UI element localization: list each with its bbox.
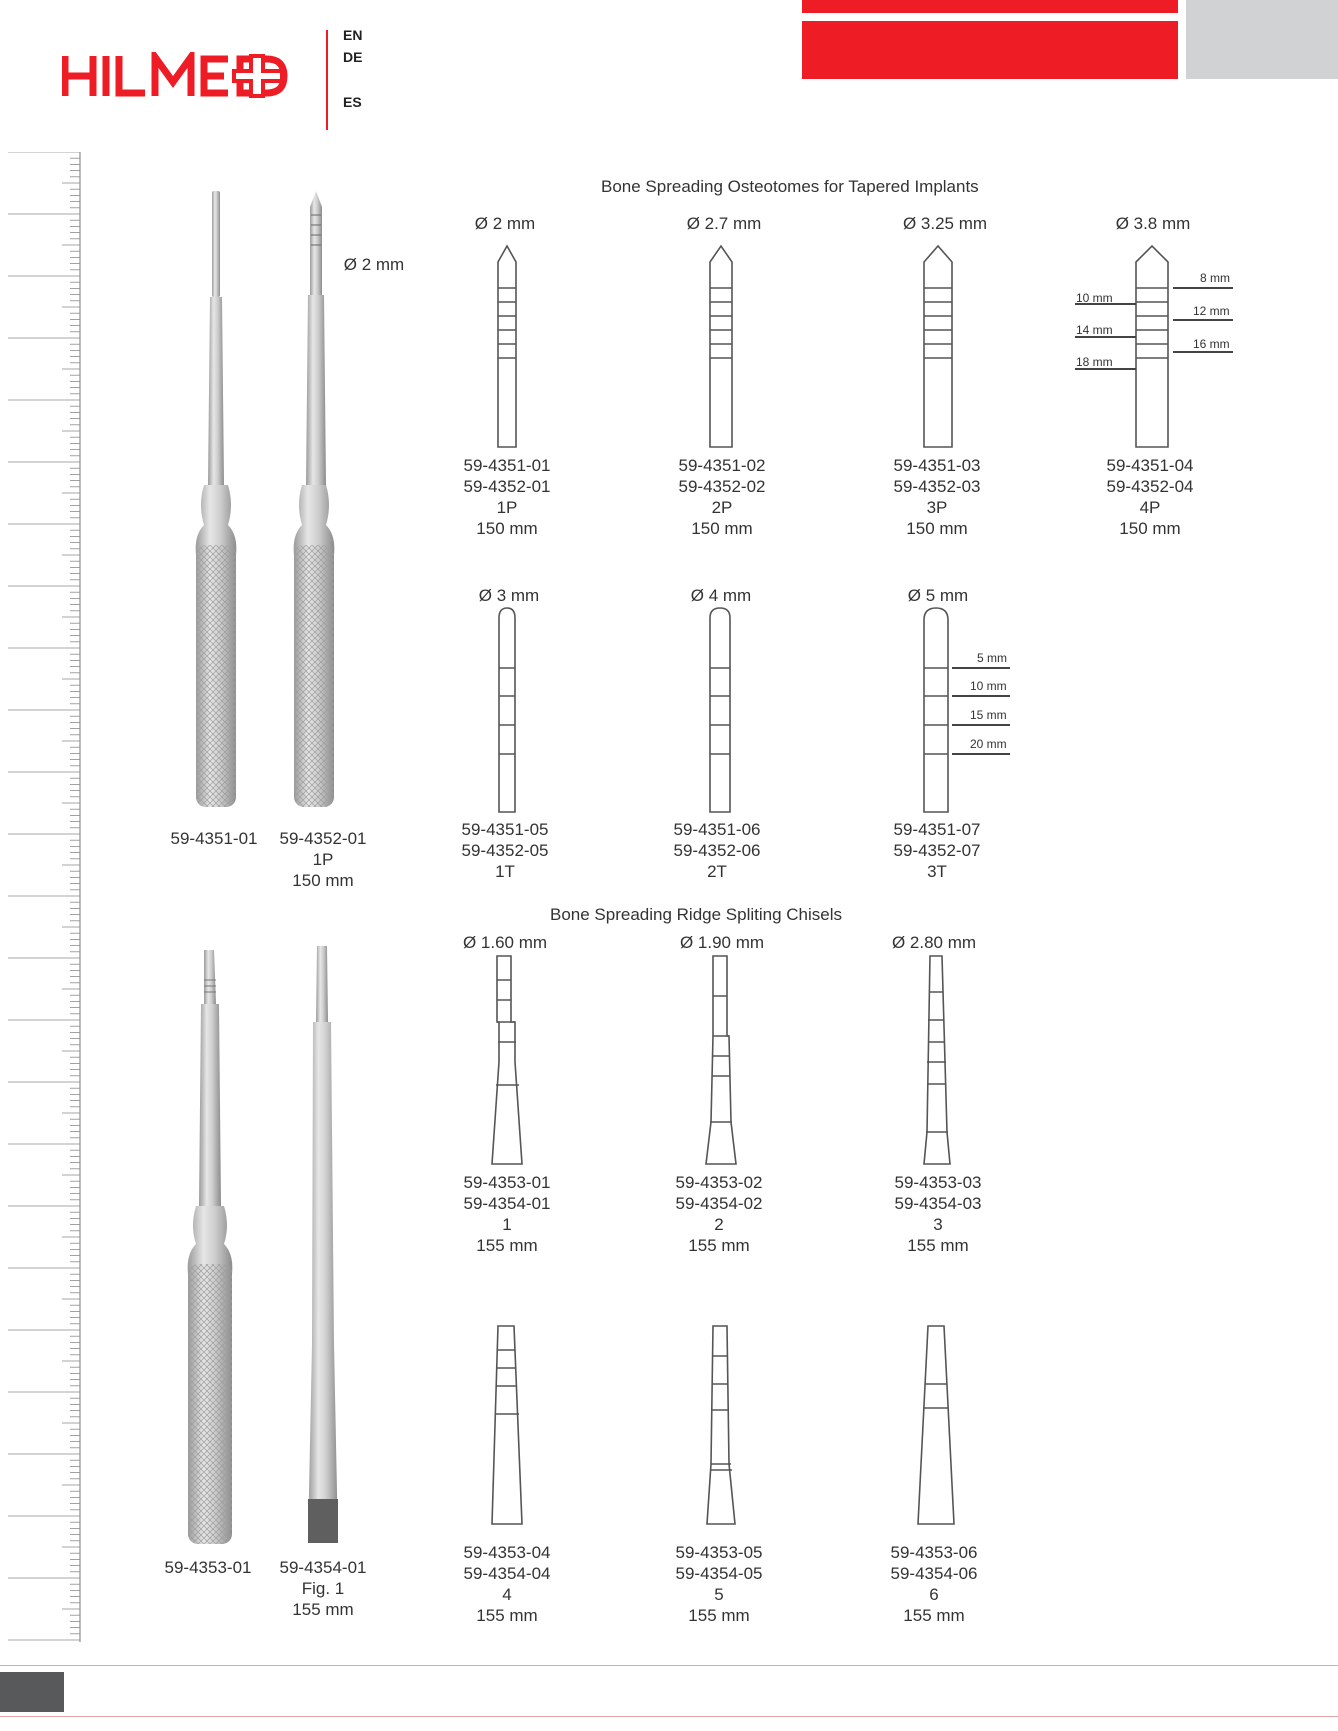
- lang-en[interactable]: EN: [343, 27, 363, 43]
- code-line: 59-4354-06: [890, 1564, 978, 1583]
- footer-line-bottom: [0, 1716, 1338, 1717]
- code-line: 59-4354-04: [463, 1564, 551, 1583]
- product-codes: [894, 455, 981, 539]
- product-codes: [895, 1172, 982, 1256]
- chisel-photo: [180, 944, 350, 1549]
- code-line: 155 mm: [907, 1236, 969, 1255]
- osteotome-photo: [180, 185, 340, 825]
- code-line: 59-4352-07: [893, 841, 981, 860]
- product-codes: [464, 1542, 551, 1626]
- code-line: 2T: [707, 862, 727, 881]
- code-line: 3P: [926, 498, 948, 517]
- osteotome-drawing-1: [490, 242, 524, 450]
- diameter-label: Ø 1.60 mm: [462, 933, 548, 952]
- code-line: 3: [933, 1215, 943, 1234]
- code-line: 59-4351-05: [461, 820, 549, 839]
- ruler: [0, 152, 82, 1642]
- code-line: 59-4353-05: [675, 1543, 763, 1562]
- diameter-label: Ø 3 mm: [478, 586, 540, 605]
- osteotomes-title: Bone Spreading Osteotomes for Tapered Implants: [601, 177, 979, 196]
- code-line: 155 mm: [476, 1236, 538, 1255]
- code-line: 59-4351-07: [893, 820, 981, 839]
- chisel-drawing-6: [912, 1322, 962, 1528]
- diameter-label: Ø 2.7 mm: [686, 214, 762, 233]
- product-codes: [676, 1542, 763, 1626]
- mark-label: 18 mm: [1076, 355, 1113, 369]
- photo-label-right-code: 59-4352-01: [279, 829, 367, 848]
- chisel-drawing-5: [698, 1322, 744, 1528]
- code-line: 59-4352-06: [673, 841, 761, 860]
- code-line: 59-4351-04: [1106, 456, 1194, 475]
- photo-label-right: [280, 828, 367, 891]
- header-grey-box: [1186, 0, 1338, 79]
- code-line: 59-4352-05: [461, 841, 549, 860]
- code-line: 59-4353-06: [890, 1543, 978, 1562]
- lang-es[interactable]: ES: [343, 94, 362, 110]
- chisels-title: Bone Spreading Ridge Spliting Chisels: [550, 905, 843, 924]
- mark-label: 5 mm: [977, 651, 1007, 665]
- code-line: 59-4354-03: [894, 1194, 982, 1213]
- mark-label: 10 mm: [1076, 291, 1113, 305]
- product-codes: [891, 1542, 978, 1626]
- code-line: 59-4351-03: [893, 456, 981, 475]
- code-line: 59-4354-01: [463, 1194, 551, 1213]
- code-line: 155 mm: [688, 1236, 750, 1255]
- code-line: 59-4351-01: [463, 456, 551, 475]
- mark-label: 16 mm: [1193, 337, 1230, 351]
- code-line: 4: [502, 1585, 512, 1604]
- code-line: 150 mm: [1119, 519, 1181, 538]
- mark-label: 8 mm: [1200, 271, 1230, 285]
- logo-divider: [326, 30, 328, 130]
- diameter-label: Ø 2.80 mm: [891, 933, 977, 952]
- footer-line-top: [0, 1665, 1338, 1666]
- mark-label: 12 mm: [1193, 304, 1230, 318]
- diameter-label: Ø 3.8 mm: [1115, 214, 1191, 233]
- photo-label-right-size: 1P: [312, 850, 334, 869]
- mark-label: 14 mm: [1076, 323, 1113, 337]
- diameter-label: Ø 1.90 mm: [679, 933, 765, 952]
- code-line: 150 mm: [476, 519, 538, 538]
- mark-label: 20 mm: [970, 737, 1007, 751]
- chisel-drawing-3: [914, 952, 960, 1168]
- mark-label: 15 mm: [970, 708, 1007, 722]
- code-line: 1T: [495, 862, 515, 881]
- osteotome-drawing-5: [492, 606, 522, 816]
- code-line: 150 mm: [906, 519, 968, 538]
- code-line: 59-4352-02: [678, 477, 766, 496]
- header-red-bar-thin: [802, 0, 1178, 13]
- chisel-photo-label-left: 59-4353-01: [164, 1558, 252, 1577]
- product-codes: [1107, 455, 1194, 539]
- code-line: 3T: [927, 862, 947, 881]
- product-codes: [679, 455, 766, 539]
- photo-label-left: 59-4351-01: [170, 829, 258, 848]
- code-line: 59-4354-02: [675, 1194, 763, 1213]
- chisel-drawing-2: [698, 952, 744, 1168]
- code-line: 1: [502, 1215, 512, 1234]
- code-line: 155 mm: [688, 1606, 750, 1625]
- footer-page-box: [0, 1672, 64, 1712]
- code-line: 59-4352-03: [893, 477, 981, 496]
- product-codes: [464, 1172, 551, 1256]
- diameter-label: Ø 3.25 mm: [902, 214, 988, 233]
- code-line: 2P: [711, 498, 733, 517]
- product-codes: [674, 819, 761, 882]
- code-line: 155 mm: [903, 1606, 965, 1625]
- code-line: 4P: [1139, 498, 1161, 517]
- code-line: 5: [714, 1585, 724, 1604]
- code-line: 150 mm: [691, 519, 753, 538]
- photo-label-right-length: 150 mm: [292, 871, 354, 890]
- code-line: 59-4353-01: [463, 1173, 551, 1192]
- diameter-label: Ø 2 mm: [474, 214, 536, 233]
- code-line: 59-4353-04: [463, 1543, 551, 1562]
- code-line: 6: [929, 1585, 939, 1604]
- header-red-bar: [802, 21, 1178, 79]
- code-line: 59-4351-02: [678, 456, 766, 475]
- chisel-drawing-4: [484, 1322, 530, 1528]
- osteotome-drawing-3: [920, 242, 956, 450]
- code-line: 59-4351-06: [673, 820, 761, 839]
- product-codes: [462, 819, 549, 882]
- product-codes: [894, 819, 981, 882]
- chisel-drawing-1: [484, 952, 530, 1168]
- chisel-photo-label-fig: Fig. 1: [301, 1579, 345, 1598]
- code-line: 59-4354-05: [675, 1564, 763, 1583]
- chisel-photo-label-length: 155 mm: [292, 1600, 354, 1619]
- chisel-photo-label-code: 59-4354-01: [279, 1558, 367, 1577]
- code-line: 155 mm: [476, 1606, 538, 1625]
- product-codes: [464, 455, 551, 539]
- code-line: 59-4353-02: [675, 1173, 763, 1192]
- mark-label: 10 mm: [970, 679, 1007, 693]
- chisel-photo-label-right: [280, 1557, 367, 1620]
- diameter-label: Ø 4 mm: [690, 586, 752, 605]
- code-line: 2: [714, 1215, 724, 1234]
- diameter-label: Ø 5 mm: [907, 586, 969, 605]
- hilmed-logo: [62, 52, 318, 112]
- code-line: 59-4352-01: [463, 477, 551, 496]
- lang-de[interactable]: DE: [343, 49, 363, 65]
- product-codes: [676, 1172, 763, 1256]
- code-line: 59-4352-04: [1106, 477, 1194, 496]
- osteotome-drawing-2: [704, 242, 738, 450]
- code-line: 59-4353-03: [894, 1173, 982, 1192]
- code-line: 1P: [496, 498, 518, 517]
- osteotome-drawing-6: [704, 606, 736, 816]
- photo-diameter-label: Ø 2 mm: [343, 255, 405, 274]
